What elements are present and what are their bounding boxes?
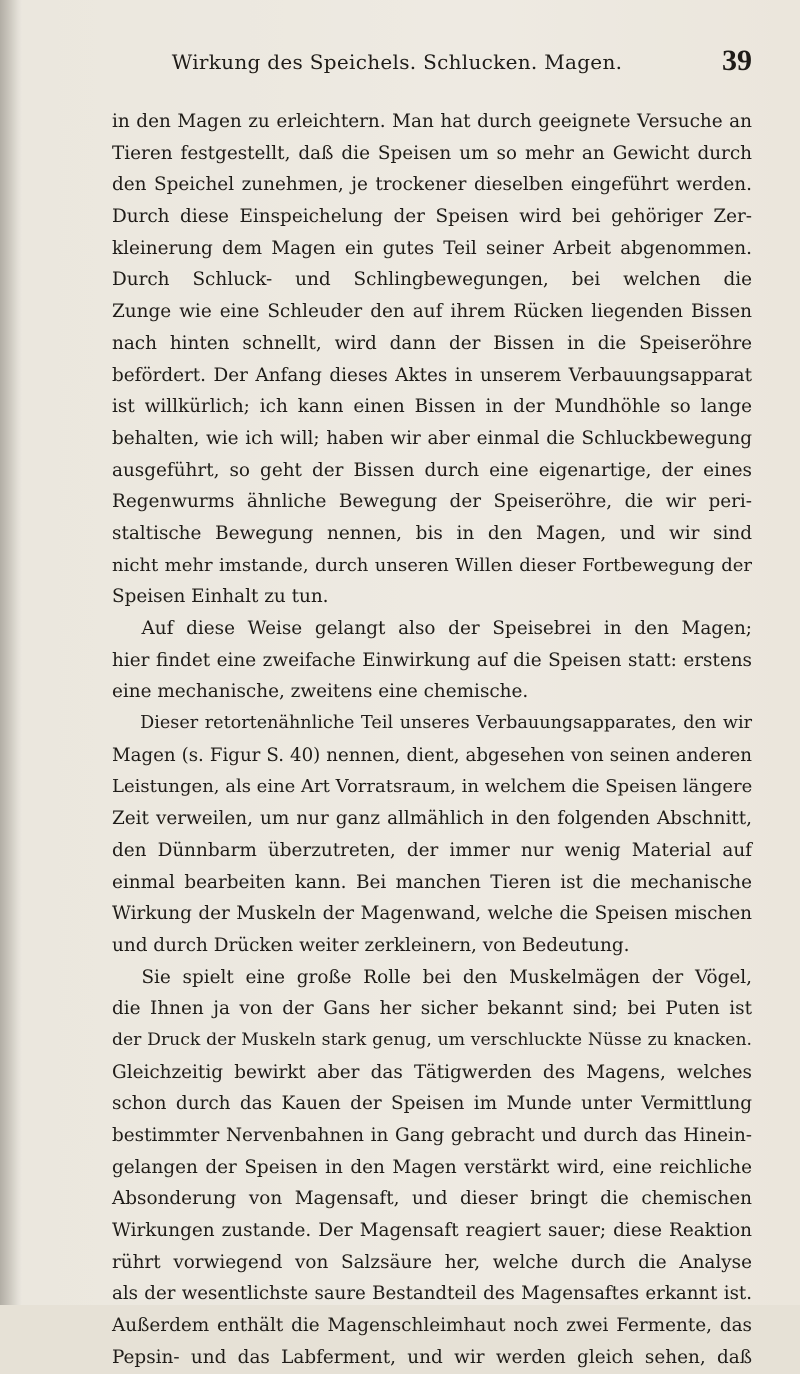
text-line: nach hinten schnellt, wird dann der Bissen in die Speiseröhre [112, 332, 752, 354]
text-line: und durch Drücken weiter zerkleinern, von Bedeutung. [112, 934, 630, 956]
text-line: Gleichzeitig bewirkt aber das Tätigwerden des Magens, welches [112, 1061, 752, 1083]
text-line: Wirkungen zustande. Der Magensaft reagiert sauer; diese Reaktion [112, 1220, 752, 1242]
text-line: den Dünnbarm überzutreten, der immer nur wenig Material auf [112, 839, 752, 861]
text-line: bestimmter Nervenbahnen in Gang gebracht und durch das Hinein- [112, 1125, 752, 1146]
text-line: den Speichel zunehmen, je trockener dieselben eingeführt werden. [112, 174, 752, 196]
text-line: Dieser retortenähnliche Teil unseres Verbauungsapparates, den wir [140, 713, 752, 734]
text-line: eine mechanische, zweitens eine chemische. [112, 681, 529, 703]
text-line: die Ihnen ja von der Gans her sicher bekannt sind; bei Puten ist [112, 998, 752, 1020]
text-line: einmal bearbeiten kann. Bei manchen Tieren ist die mechanische [112, 871, 752, 893]
text-line: schon durch das Kauen der Speisen im Munde unter Vermittlung [112, 1093, 752, 1115]
text-line: behalten, wie ich will; haben wir aber einmal die Schluckbewegung [112, 427, 752, 449]
page-number: 39 [722, 44, 752, 77]
text-line: befördert. Der Anfang dieses Aktes in unserem Verbauungsapparat [112, 364, 752, 386]
text-line: Magen (s. Figur S. 40) nennen, dient, abgesehen von seinen anderen [112, 744, 752, 766]
body-text [112, 106, 752, 1374]
text-line: rührt vorwiegend von Salzsäure her, welche durch die Analyse [112, 1251, 752, 1273]
text-line: Absonderung von Magensaft, und dieser bringt die chemischen [112, 1188, 752, 1210]
text-line: der Druck der Muskeln stark genug, um verschluckte Nüsse zu knacken. [112, 1029, 752, 1050]
running-head: Wirkung des Speichels. Schlucken. Magen. [171, 50, 623, 74]
text-line: Durch Schluck- und Schlingbewegungen, bei welchen die [112, 269, 752, 291]
text-line: Zunge wie eine Schleuder den auf ihrem Rücken liegenden Bissen [112, 301, 752, 323]
text-line: Speisen Einhalt zu tun. [112, 586, 329, 608]
text-line: Auf diese Weise gelangt also der Speisebrei in den Magen; [141, 618, 752, 639]
text-line: Außerdem enthält die Magenschleimhaut noch zwei Fermente, das [112, 1315, 752, 1337]
text-line: ist willkürlich; ich kann einen Bissen in der Mundhöhle so lange [112, 396, 752, 418]
text-line: Durch diese Einspeichelung der Speisen wird bei gehöriger Zer- [112, 206, 752, 228]
page-header [112, 44, 752, 84]
text-line: ausgeführt, so geht der Bissen durch eine eigenartige, der eines [112, 459, 752, 481]
text-line: kleinerung dem Magen ein gutes Teil seiner Arbeit abgenommen. [112, 237, 752, 259]
text-line: Regenwurms ähnliche Bewegung der Speiseröhre, die wir peri- [112, 491, 752, 513]
text-line: hier findet eine zweifache Einwirkung auf die Speisen statt: erstens [112, 649, 752, 671]
text-line: Pepsin- und das Labferment, und wir werden gleich sehen, daß [112, 1346, 752, 1368]
text-line: gelangen der Speisen in den Magen verstärkt wird, eine reichliche [112, 1156, 752, 1178]
text-line: Sie spielt eine große Rolle bei den Muskelmägen der Vögel, [141, 966, 752, 988]
text-line: Leistungen, als eine Art Vorratsraum, in welchem die Speisen längere [112, 776, 753, 798]
text-line: Wirkung der Muskeln der Magenwand, welche die Speisen mischen [112, 903, 752, 925]
text-line: staltische Bewegung nennen, bis in den Magen, und wir sind [112, 522, 752, 544]
spine-shadow [0, 0, 22, 1305]
text-line: Zeit verweilen, um nur ganz allmählich in den folgenden Abschnitt, [112, 808, 752, 830]
text-line: in den Magen zu erleichtern. Man hat durch geeignete Versuche an [112, 111, 752, 132]
text-line: Tieren festgestellt, daß die Speisen um so mehr an Gewicht durch [112, 142, 752, 164]
text-line: als der wesentlichste saure Bestandteil des Magensaftes erkannt ist. [112, 1283, 752, 1305]
text-line: nicht mehr imstande, durch unseren Willen dieser Fortbewegung der [112, 554, 752, 576]
